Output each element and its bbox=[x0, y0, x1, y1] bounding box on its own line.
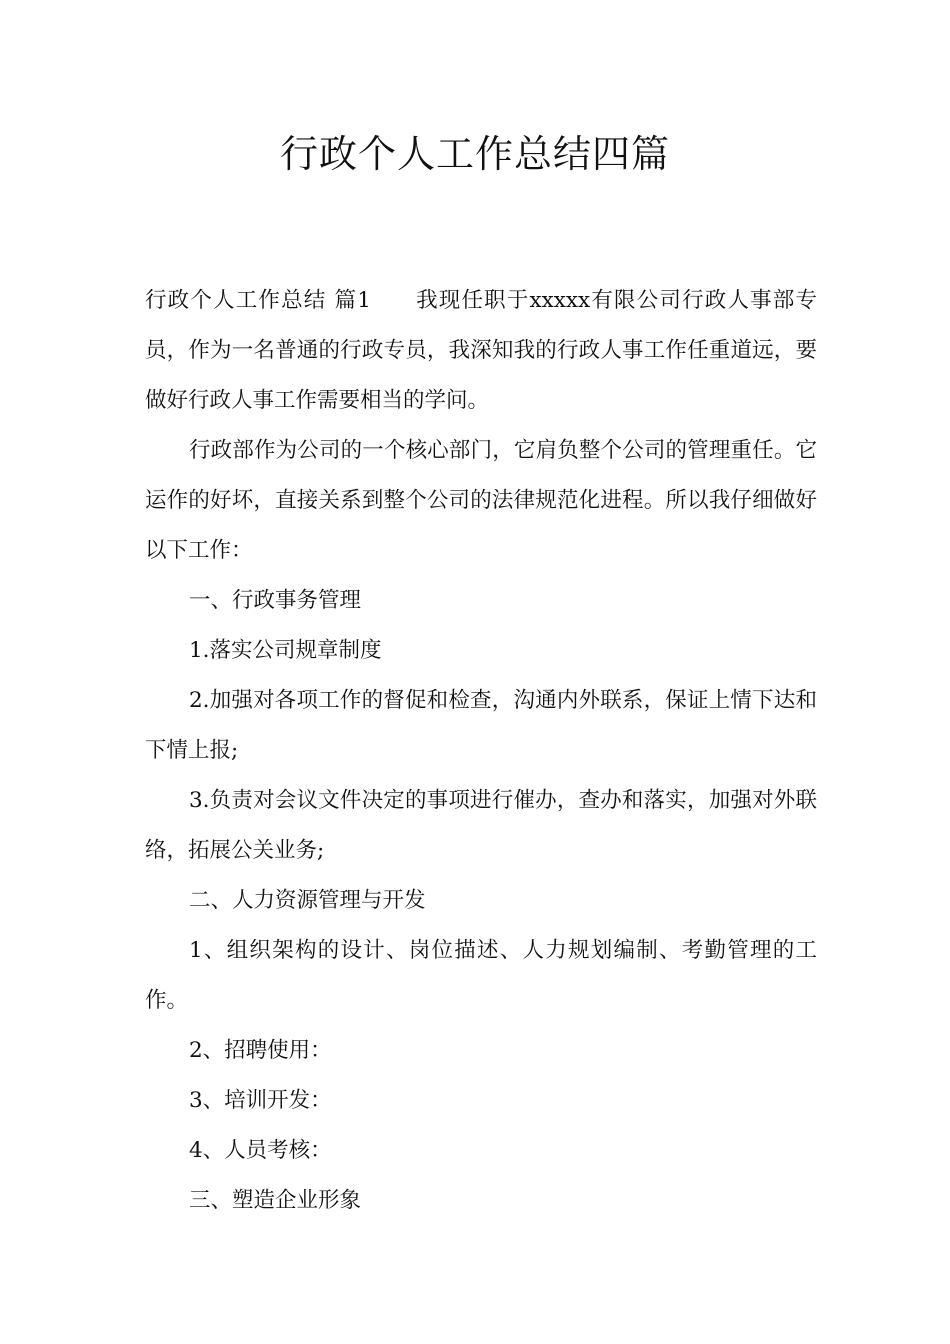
section-label: 行政个人工作总结 篇1 bbox=[145, 288, 371, 313]
list-item: 3.负责对会议文件决定的事项进行催办，查办和落实，加强对外联络，拓展公关业务; bbox=[145, 788, 817, 863]
list-item: 2、招聘使用： bbox=[189, 1038, 332, 1063]
section-heading: 一、行政事务管理 bbox=[189, 588, 362, 613]
paragraph: 行政部作为公司的一个核心部门，它肩负整个公司的管理重任。它运作的好坏，直接关系到整个公司的法律规范化进程。所以我仔细做好以下工作： bbox=[145, 438, 817, 563]
list-item: 4、人员考核： bbox=[189, 1138, 332, 1163]
paragraph-text: 我现任职于xxxxx有限公司行政人事部专员，作为一名普通的行政专员，我深知我的行政人事工作任重道远，要做好行政人事工作需要相当的学问。 bbox=[145, 288, 817, 413]
list-item: 1、组织架构的设计、岗位描述、人力规划编制、考勤管理的工作。 bbox=[145, 938, 817, 1013]
paragraph-intro bbox=[145, 276, 817, 426]
section-heading: 二、人力资源管理与开发 bbox=[189, 888, 426, 913]
document-title: 行政个人工作总结四篇 bbox=[279, 132, 670, 176]
list-item: 1.落实公司规章制度 bbox=[189, 638, 382, 663]
section-heading: 三、塑造企业形象 bbox=[189, 1188, 362, 1213]
list-item: 3、培训开发： bbox=[189, 1088, 332, 1113]
document-body bbox=[145, 276, 817, 1226]
list-item: 2.加强对各项工作的督促和检查，沟通内外联系，保证上情下达和下情上报; bbox=[145, 688, 817, 763]
